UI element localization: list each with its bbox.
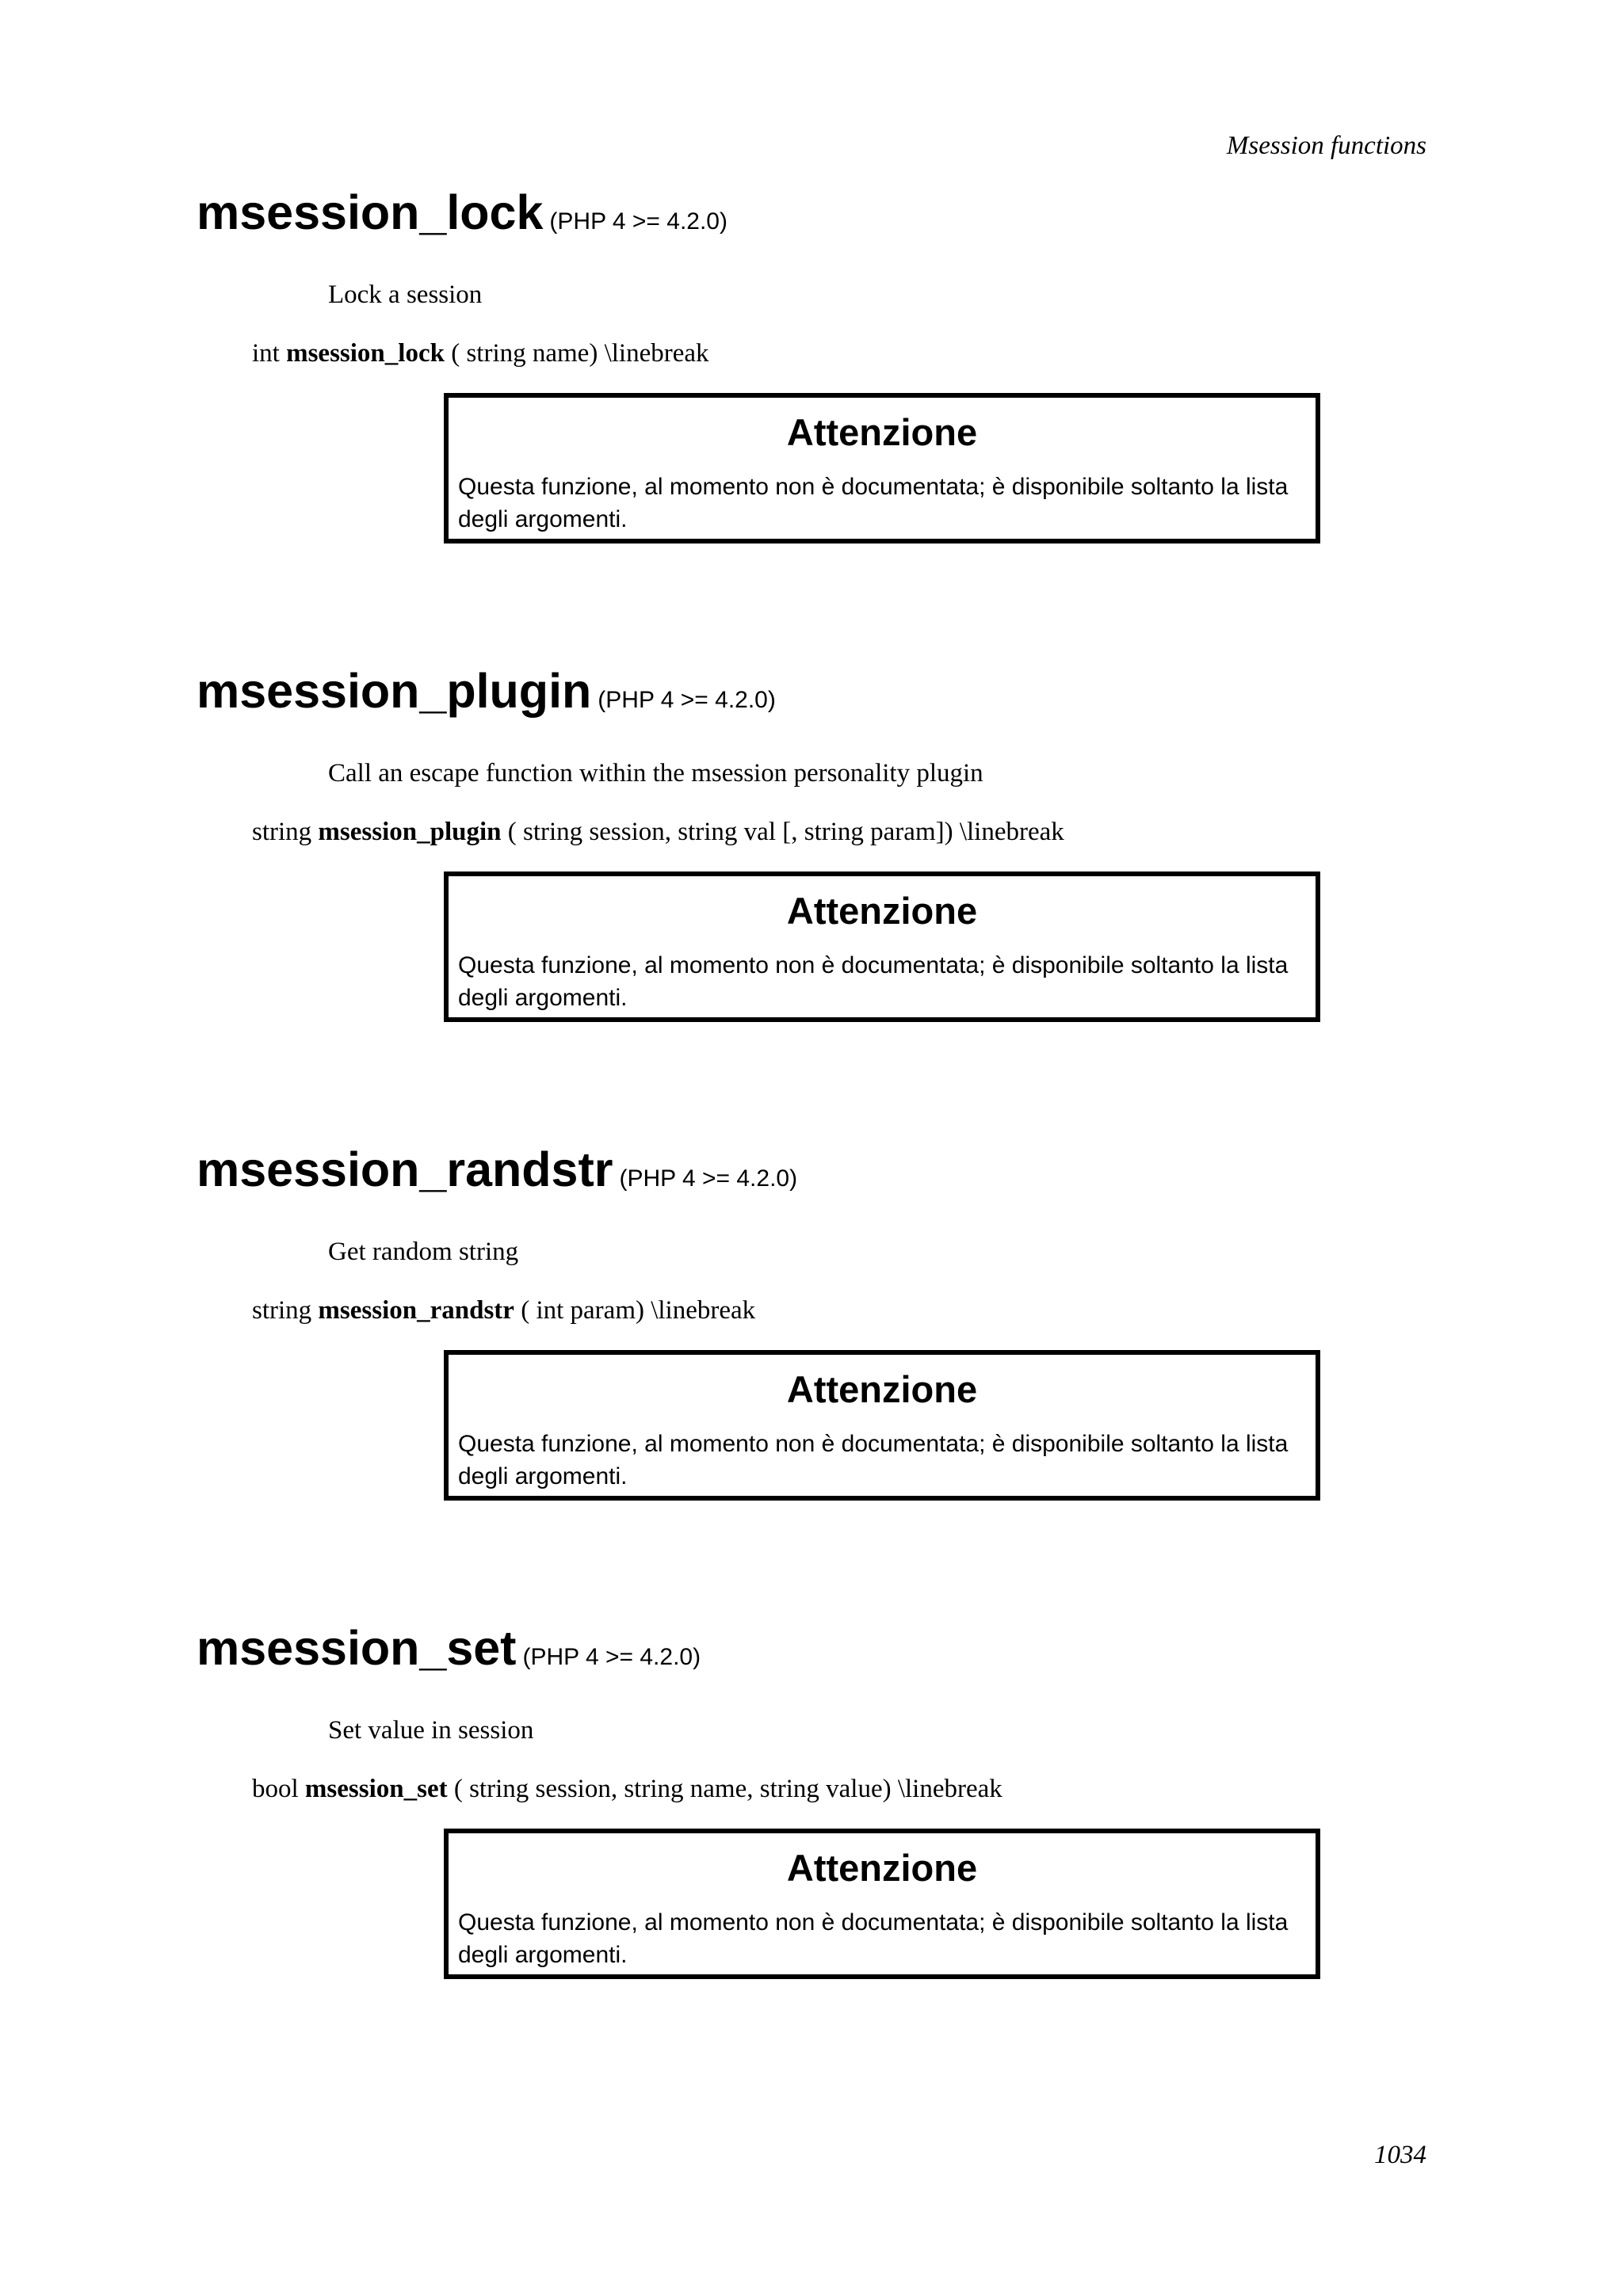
warning-text: Questa funzione, al momento non è documentata; è disponibile soltanto la lista degli argomenti.: [458, 1431, 1289, 1489]
function-entry: [0, 1138, 1623, 1518]
function-synopsis: [252, 338, 709, 369]
synopsis-function-name: msession_set: [304, 1775, 448, 1803]
warning-title: Attenzione: [786, 1847, 978, 1889]
synopsis-function-name: msession_lock: [286, 339, 445, 368]
function-title: [197, 181, 727, 257]
function-purpose: Set value in session: [328, 1716, 534, 1745]
function-purpose: Call an escape function within the msession personality plugin: [328, 759, 983, 788]
function-synopsis: [252, 1295, 755, 1326]
function-title: [197, 1616, 701, 1693]
function-entry: [0, 659, 1623, 1039]
function-name: msession_lock: [197, 185, 544, 239]
function-name: msession_plugin: [197, 664, 592, 718]
warning-title: Attenzione: [786, 1368, 978, 1410]
function-version: (PHP 4 >= 4.2.0): [549, 208, 727, 235]
function-name: msession_set: [197, 1621, 517, 1675]
function-entry: [0, 1616, 1623, 1997]
synopsis-params: ( string name) \linebreak: [451, 339, 709, 368]
synopsis-function-name: msession_plugin: [318, 818, 502, 846]
warning-box: [444, 1350, 1320, 1501]
warning-text: Questa funzione, al momento non è documentata; è disponibile soltanto la lista degli argomenti.: [458, 952, 1289, 1011]
warning-box: [444, 393, 1320, 543]
synopsis-params: ( string session, string name, string value) \linebreak: [453, 1775, 1002, 1803]
synopsis-params: ( string session, string val [, string param]) \linebreak: [507, 818, 1064, 846]
synopsis-return-type: string: [252, 1296, 312, 1325]
synopsis-return-type: string: [252, 818, 312, 846]
synopsis-params: ( int param) \linebreak: [521, 1296, 756, 1325]
function-name: msession_randstr: [197, 1142, 613, 1196]
synopsis-function-name: msession_randstr: [318, 1296, 514, 1325]
running-header: Msession functions: [1226, 132, 1426, 160]
warning-box: [444, 1829, 1320, 1979]
function-purpose: Get random string: [328, 1238, 519, 1266]
synopsis-return-type: bool: [252, 1775, 299, 1803]
warning-title: Attenzione: [786, 890, 978, 932]
function-version: (PHP 4 >= 4.2.0): [598, 687, 776, 713]
warning-text: Questa funzione, al momento non è documentata; è disponibile soltanto la lista degli argomenti.: [458, 474, 1289, 532]
function-entry: [0, 181, 1623, 561]
function-version: (PHP 4 >= 4.2.0): [619, 1165, 798, 1192]
function-purpose: Lock a session: [328, 280, 483, 309]
synopsis-return-type: int: [252, 339, 280, 368]
function-version: (PHP 4 >= 4.2.0): [522, 1644, 701, 1670]
function-synopsis: [252, 1773, 1002, 1805]
warning-title: Attenzione: [786, 411, 978, 453]
warning-box: [444, 871, 1320, 1022]
function-synopsis: [252, 816, 1064, 848]
function-title: [197, 1138, 797, 1215]
warning-text: Questa funzione, al momento non è documentata; è disponibile soltanto la lista degli argomenti.: [458, 1909, 1289, 1968]
page-number: 1034: [1374, 2141, 1426, 2169]
function-title: [197, 659, 776, 736]
